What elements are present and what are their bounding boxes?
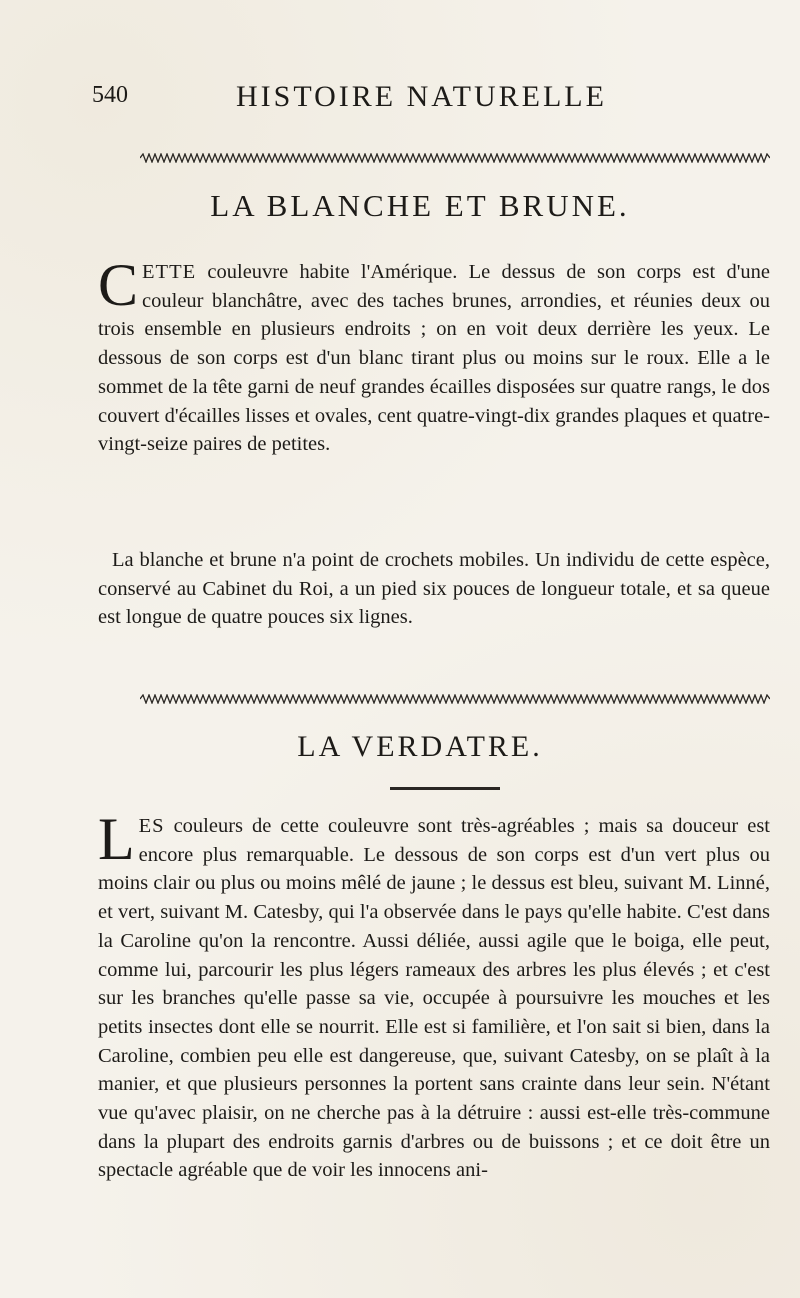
zigzag-ornament-icon bbox=[140, 694, 770, 704]
paragraph-text: La blanche et brune n'a point de crochets mobiles. Un individu de cette espèce, conservé au Cabinet du Roi, a un pied six pouces de longueur totale, et sa queue est longue de quatre pouces six lignes. bbox=[98, 549, 770, 629]
paragraph-lead: ES bbox=[138, 815, 165, 837]
running-title: HISTOIRE NATURELLE bbox=[236, 80, 607, 113]
title-underline bbox=[390, 787, 500, 790]
zigzag-ornament-icon bbox=[140, 153, 770, 163]
section-title-blanche-et-brune: LA BLANCHE ET BRUNE. bbox=[210, 188, 630, 223]
drop-cap: L bbox=[98, 806, 135, 872]
paragraph-verdatre-1 bbox=[98, 806, 770, 1185]
paragraph-text: couleuvre habite l'Amérique. Le dessus de son corps est d'une couleur blanchâtre, avec des taches brunes, arrondies, et réunies deux ou trois ensemble en plusieurs endroits ; on en voit deux derrière les yeux. Le dessous de son corps est d'un blanc tirant plus ou moins sur le roux. Elle a le sommet de la tête garni de neuf grandes écailles disposées sur quatre rangs, le dos couvert d'écailles lisses et ovales, cent quatre-vingt-dix grandes plaques et quatre-vingt-seize paires de petites. bbox=[98, 261, 770, 456]
ornament-rule-middle bbox=[140, 694, 770, 704]
ornament-rule-top bbox=[140, 153, 770, 163]
paragraph-blanche-1 bbox=[98, 252, 770, 459]
page-number: 540 bbox=[92, 82, 128, 108]
paragraph-text: couleurs de cette couleuvre sont très-agréables ; mais sa douceur est encore plus remarquable. Le dessous de son corps est d'un vert plus ou moins clair ou plus ou moins mêlé de jaune ; le dessus est bleu, suivant M. Linné, et vert, suivant M. Catesby, qui l'a observée dans le pays qu'elle habite. C'est dans la Caroline qu'on la rencontre. Aussi déliée, aussi agile que le boiga, elle peut, comme lui, parcourir les plus légers rameaux des arbres les plus élevés ; et c'est sur les branches qu'elle passe sa vie, occupée à poursuivre les mouches et les petits insectes dont elle se nourrit. Elle est si familière, et l'on sait si bien, dans la Caroline, combien peu elle est dangereuse, que, suivant Catesby, on se plaît à la manier, et que plusieurs personnes la portent sans crainte dans leur sein. N'étant vue qu'avec plaisir, on ne cherche pas à la détruire : aussi est-elle très-commune dans la plupart des endroits garnis d'arbres ou de buissons ; et ce doit être un spectacle agréable que de voir les innocens ani- bbox=[98, 815, 770, 1182]
paragraph-blanche-2 bbox=[98, 546, 770, 632]
section-title-verdatre: LA VERDATRE. bbox=[297, 730, 543, 763]
drop-cap: C bbox=[98, 252, 139, 318]
paragraph-lead: ETTE bbox=[142, 261, 197, 283]
running-head bbox=[0, 80, 800, 120]
